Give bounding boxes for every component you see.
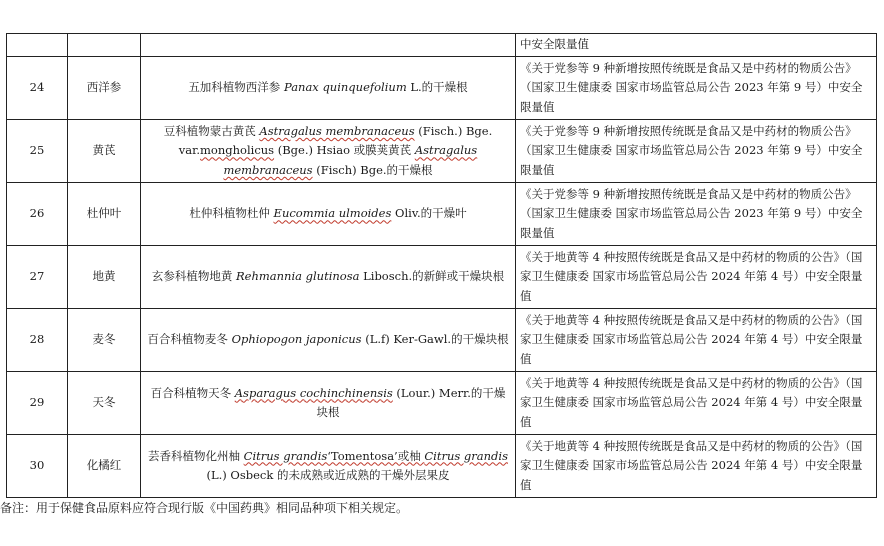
number-cell: 26 xyxy=(7,183,68,246)
source-cell: 豆科植物蒙古黄芪 Astragalus membranaceus (Fisch.) Bge. var.mongholicus (Bge.) Hsiao 或膜荚黄芪 Astragalus membranaceus (Fisch) Bge.的干燥根 xyxy=(141,120,516,183)
number-cell: 29 xyxy=(7,372,68,435)
source-cell: 百合科植物天冬 Asparagus cochinchinensis (Lour.) Merr.的干燥块根 xyxy=(141,372,516,435)
number-cell: 25 xyxy=(7,120,68,183)
number-cell: 30 xyxy=(7,435,68,498)
name-cell: 杜仲叶 xyxy=(68,183,141,246)
latin-name: Rehmannia glutinosa xyxy=(236,269,360,284)
name-cell: 天冬 xyxy=(68,372,141,435)
basis-cell: 《关于地黄等 4 种按照传统既是食品又是中药材的物质的公告》（国家卫生健康委 国家市场监管总局公告 2024 年第 4 号）中安全限量值 xyxy=(516,309,877,372)
table-row xyxy=(7,435,877,498)
basis-cell: 《关于地黄等 4 种按照传统既是食品又是中药材的物质的公告》（国家卫生健康委 国家市场监管总局公告 2024 年第 4 号）中安全限量值 xyxy=(516,435,877,498)
number-cell: 27 xyxy=(7,246,68,309)
table-row xyxy=(7,246,877,309)
basis-cell: 《关于地黄等 4 种按照传统既是食品又是中药材的物质的公告》（国家卫生健康委 国家市场监管总局公告 2024 年第 4 号）中安全限量值 xyxy=(516,372,877,435)
latin-name: Eucommia ulmoides xyxy=(273,206,392,221)
basis-cell: 《关于党参等 9 种新增按照传统既是食品又是中药材的物质公告》（国家卫生健康委 国家市场监管总局公告 2023 年第 9 号）中安全限量值 xyxy=(516,120,877,183)
latin-name: Ophiopogon japonicus xyxy=(231,332,362,347)
latin-name: Citrus grandis xyxy=(243,448,328,463)
source-cell: 杜仲科植物杜仲 Eucommia ulmoides Oliv.的干燥叶 xyxy=(141,183,516,246)
name-cell: 化橘红 xyxy=(68,435,141,498)
name-cell xyxy=(68,34,141,57)
latin-name: Asparagus cochinchinensis xyxy=(234,385,393,400)
table-row xyxy=(7,372,877,435)
latin-name: Citrus grandis xyxy=(424,448,508,463)
number-cell: 28 xyxy=(7,309,68,372)
latin-name: mongholicus xyxy=(200,143,275,158)
table-row xyxy=(7,309,877,372)
table-row xyxy=(7,183,877,246)
basis-cell: 《关于地黄等 4 种按照传统既是食品又是中药材的物质的公告》（国家卫生健康委 国家市场监管总局公告 2024 年第 4 号）中安全限量值 xyxy=(516,246,877,309)
source-cell xyxy=(141,34,516,57)
name-cell: 西洋参 xyxy=(68,57,141,120)
name-cell: 黄芪 xyxy=(68,120,141,183)
ingredients-table xyxy=(6,33,877,498)
table-row xyxy=(7,34,877,57)
table-row xyxy=(7,120,877,183)
source-cell: 百合科植物麦冬 Ophiopogon japonicus (L.f) Ker-Gawl.的干燥块根 xyxy=(141,309,516,372)
latin-name: Astragalus membranaceus xyxy=(259,123,415,138)
footnote: 备注：用于保健食品原料应符合现行版《中国药典》相同品种项下相关规定。 xyxy=(0,501,409,515)
basis-cell: 《关于党参等 9 种新增按照传统既是食品又是中药材的物质公告》（国家卫生健康委 国家市场监管总局公告 2023 年第 9 号）中安全限量值 xyxy=(516,183,877,246)
number-cell xyxy=(7,34,68,57)
name-cell: 麦冬 xyxy=(68,309,141,372)
basis-cell: 《关于党参等 9 种新增按照传统既是食品又是中药材的物质公告》（国家卫生健康委 国家市场监管总局公告 2023 年第 9 号）中安全限量值 xyxy=(516,57,877,120)
table-row xyxy=(7,57,877,120)
source-cell: 五加科植物西洋参 Panax quinquefolium L.的干燥根 xyxy=(141,57,516,120)
latin-name: Astragalus membranaceus xyxy=(223,143,478,177)
number-cell: 24 xyxy=(7,57,68,120)
source-cell: 芸香科植物化州柚 Citrus grandis‘Tomentosa’或柚 Citrus grandis (L.) Osbeck 的未成熟或近成熟的干燥外层果皮 xyxy=(141,435,516,498)
basis-cell: 中安全限量值 xyxy=(516,34,877,57)
name-cell: 地黄 xyxy=(68,246,141,309)
source-cell: 玄参科植物地黄 Rehmannia glutinosa Libosch.的新鲜或干燥块根 xyxy=(141,246,516,309)
latin-name: Panax quinquefolium xyxy=(283,80,407,95)
